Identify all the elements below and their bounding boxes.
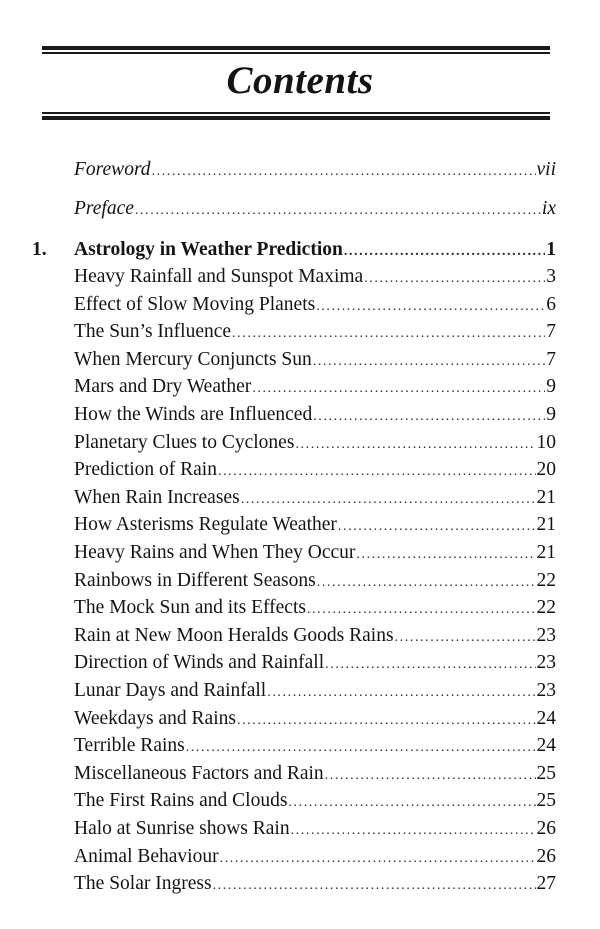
toc-entry[interactable]: [32, 815, 556, 843]
entry-page: 24: [536, 735, 556, 757]
chapter-page: 1: [546, 239, 556, 260]
toc-entry[interactable]: [32, 594, 556, 622]
entry-label: When Rain Increases: [74, 486, 240, 508]
dot-leader: [186, 734, 536, 762]
dot-leader: [220, 845, 536, 873]
toc-entry[interactable]: [32, 263, 556, 291]
top-thick-rule: [42, 46, 550, 50]
chapter-label: Astrology in Weather Prediction: [74, 239, 343, 260]
entry-page: 24: [536, 707, 556, 729]
toc-entry[interactable]: [32, 567, 556, 595]
entry-page: 7: [546, 348, 556, 370]
toc-entry[interactable]: [32, 787, 556, 815]
entry-page: 22: [536, 597, 556, 619]
entry-page: 26: [536, 818, 556, 839]
bottom-double-rule: [42, 112, 550, 120]
entry-label: Miscellaneous Factors and Rain: [74, 762, 324, 784]
entry-page: 25: [536, 762, 556, 784]
toc-entry[interactable]: [32, 291, 556, 319]
dot-leader: [237, 707, 536, 735]
bottom-thick-rule: [42, 116, 550, 120]
toc-entry[interactable]: [32, 429, 556, 457]
entry-page: 22: [536, 569, 556, 591]
dot-leader: [252, 375, 545, 403]
dot-leader: [288, 789, 535, 817]
entry-label: When Mercury Conjuncts Sun: [74, 348, 312, 370]
entry-page: 20: [536, 459, 556, 481]
entry-page: 21: [536, 486, 556, 508]
entry-label: Heavy Rains and When They Occur: [74, 542, 356, 563]
entry-label: Prediction of Rain: [74, 459, 217, 481]
entry-label: Rainbows in Different Seasons: [74, 569, 316, 591]
dot-leader: [364, 265, 545, 293]
entry-label: Animal Behaviour: [74, 845, 219, 867]
entry-label: Rain at New Moon Heralds Goods Rains: [74, 624, 394, 646]
dot-leader: [232, 320, 545, 348]
toc-entry-preface[interactable]: [32, 195, 556, 223]
entry-page: 25: [536, 790, 556, 812]
bottom-thin-rule: [42, 112, 550, 114]
chapter-number: 1.: [32, 239, 47, 260]
dot-leader: [241, 486, 536, 514]
toc-entry[interactable]: [32, 760, 556, 788]
dot-leader: [395, 624, 536, 652]
entry-label: How Asterisms Regulate Weather: [74, 514, 337, 536]
dot-leader: [325, 651, 535, 679]
entry-page: 7: [546, 321, 556, 343]
entry-label: Lunar Days and Rainfall: [74, 680, 267, 701]
toc-entry[interactable]: [32, 677, 556, 705]
entry-page: 26: [536, 845, 556, 867]
entry-label: Effect of Slow Moving Planets: [74, 293, 316, 315]
toc-entry[interactable]: [32, 622, 556, 650]
entry-label: Terrible Rains: [74, 735, 185, 757]
page-title: Contents: [226, 59, 374, 102]
toc-entry[interactable]: [32, 401, 556, 429]
entry-label: Heavy Rainfall and Sunspot Maxima: [74, 266, 364, 287]
entry-label: Mars and Dry Weather: [74, 376, 252, 398]
dot-leader: [317, 569, 536, 597]
entry-page: 23: [536, 680, 556, 701]
entry-label: Preface: [74, 198, 134, 219]
entry-page: vii: [536, 159, 556, 180]
toc-entry[interactable]: [32, 843, 556, 871]
entry-page: 23: [536, 652, 556, 674]
entry-page: 21: [536, 542, 556, 563]
toc-entry[interactable]: [32, 705, 556, 733]
entry-page: 9: [546, 404, 556, 425]
dot-leader: [313, 348, 545, 376]
entry-page: 23: [536, 624, 556, 646]
entry-label: Foreword: [74, 159, 151, 180]
dot-leader: [295, 431, 535, 459]
toc-entry[interactable]: [32, 373, 556, 401]
dot-leader: [344, 238, 545, 266]
entry-page: 6: [546, 293, 556, 315]
toc-entry[interactable]: [32, 484, 556, 512]
dot-leader: [325, 762, 536, 790]
dot-leader: [307, 596, 536, 624]
toc-entry[interactable]: [32, 346, 556, 374]
toc-entry-foreword[interactable]: [32, 156, 556, 184]
entry-label: The Solar Ingress: [74, 873, 212, 895]
dot-leader: [291, 817, 536, 845]
entry-page: 10: [536, 431, 556, 453]
toc-entry[interactable]: [32, 511, 556, 539]
entry-page: 27: [536, 873, 556, 895]
toc-entry-chapter-1[interactable]: [32, 236, 556, 264]
dot-leader: [152, 158, 536, 186]
dot-leader: [338, 513, 536, 541]
dot-leader: [213, 872, 536, 900]
entry-page: 3: [546, 266, 556, 287]
entry-label: How the Winds are Influenced: [74, 404, 313, 425]
top-double-rule: [42, 46, 550, 54]
dot-leader: [313, 403, 545, 431]
entry-page: 9: [546, 376, 556, 398]
entry-label: Halo at Sunrise shows Rain: [74, 818, 290, 839]
toc-entry[interactable]: [32, 318, 556, 346]
entry-page: ix: [541, 198, 556, 219]
toc-entry[interactable]: [32, 539, 556, 567]
dot-leader: [218, 458, 536, 486]
entry-label: Weekdays and Rains: [74, 707, 236, 729]
entry-label: The Mock Sun and its Effects: [74, 597, 306, 619]
toc-entry[interactable]: [32, 732, 556, 760]
entry-page: 21: [536, 514, 556, 536]
toc-entry[interactable]: [32, 649, 556, 677]
toc-entry[interactable]: [32, 456, 556, 484]
entry-label: The Sun’s Influence: [74, 321, 232, 343]
dot-leader: [135, 197, 541, 225]
entry-label: Planetary Clues to Cyclones: [74, 431, 295, 453]
dot-leader: [316, 293, 545, 321]
entry-label: Direction of Winds and Rainfall: [74, 652, 325, 674]
top-thin-rule: [42, 52, 550, 54]
toc-entry[interactable]: [32, 870, 556, 898]
dot-leader: [267, 679, 535, 707]
entry-label: The First Rains and Clouds: [74, 790, 288, 812]
dot-leader: [356, 541, 535, 569]
